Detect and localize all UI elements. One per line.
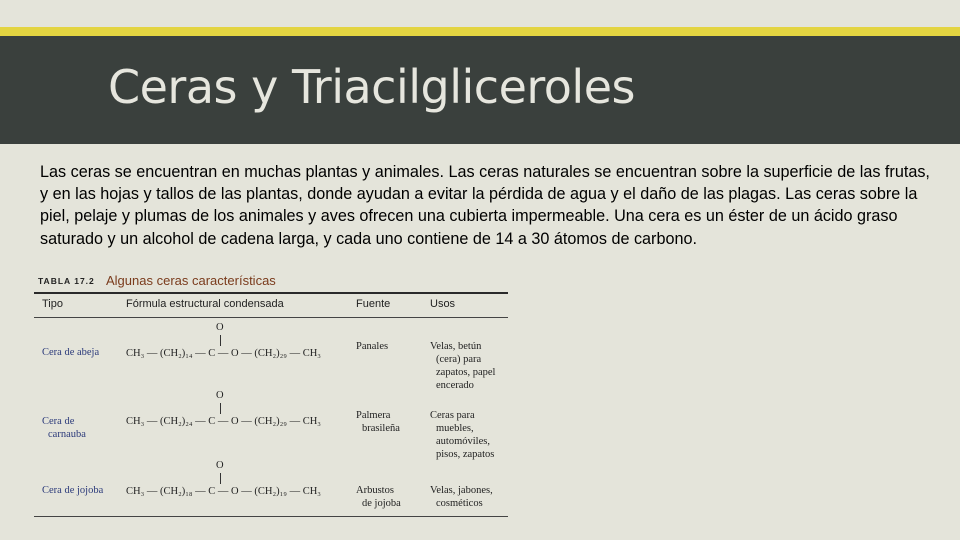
double-bond — [220, 473, 221, 484]
row-fuente: Panales — [356, 341, 389, 352]
row-formula: CH₃ — (CH₂)₁₈ — C — O — (CH₂)₁₉ — CH₃ — [126, 486, 321, 497]
carbonyl-oxygen: O — [216, 322, 224, 333]
accent-stripe — [0, 27, 960, 36]
row-formula: CH₃ — (CH₂)₁₄ — C — O — (CH₂)₂₉ — CH₃ — [126, 348, 321, 359]
waxes-table — [34, 272, 508, 520]
table-title: Algunas ceras características — [106, 273, 276, 288]
header-rule — [34, 317, 508, 318]
table-caption — [34, 272, 508, 294]
row-tipo: Cera de carnauba — [42, 416, 86, 440]
carbonyl-oxygen: O — [216, 460, 224, 471]
double-bond — [220, 335, 221, 346]
row-tipo: Cera de jojoba — [42, 485, 104, 496]
table-number: TABLA 17.2 — [38, 276, 95, 286]
header-tipo: Tipo — [42, 298, 63, 310]
row-usos: Ceras para muebles, automóviles, pisos, zapatos — [430, 410, 495, 460]
double-bond — [220, 403, 221, 414]
body-paragraph: Las ceras se encuentran en muchas plantas y animales. Las ceras naturales se encuentran sobre la superficie de las frutas, y en las hojas y tallos de las plantas, donde ayudan a evitar la pérdida de agua y el daño de las plagas. Las ceras sobre la piel, pelaje y plumas de los animales y aves ofrecen una cubierta impermeable. Una cera es un éster de un ácido graso saturado y un alcohol de cadena larga, y cada uno contiene de 14 a 30 átomos de carbono. — [40, 163, 930, 248]
row-usos: Velas, jabones, cosméticos — [430, 485, 493, 509]
row-fuente: Palmera brasileña — [356, 410, 400, 434]
row-usos: Velas, betún (cera) para zapatos, papel encerado — [430, 341, 496, 391]
slide-title: Ceras y Triacilgliceroles — [108, 60, 635, 114]
header-formula: Fórmula estructural condensada — [126, 298, 284, 310]
row-tipo: Cera de abeja — [42, 347, 100, 358]
header-usos: Usos — [430, 298, 456, 310]
table-bottom-rule — [34, 516, 508, 517]
header-fuente: Fuente — [356, 298, 391, 310]
row-fuente: Arbustos de jojoba — [356, 485, 401, 509]
row-formula: CH₃ — (CH₂)₂₄ — C — O — (CH₂)₂₉ — CH₃ — [126, 416, 321, 427]
carbonyl-oxygen: O — [216, 390, 224, 401]
